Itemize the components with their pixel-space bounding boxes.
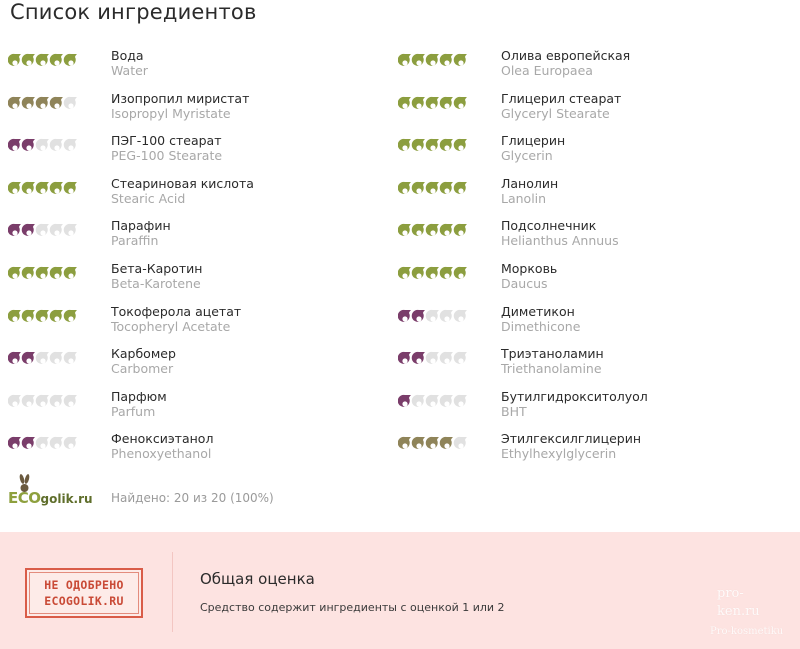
ingredient-names bbox=[111, 218, 171, 248]
ingredient-name-ru[interactable]: Токоферола ацетат bbox=[111, 303, 242, 319]
ingredient-row[interactable] bbox=[8, 342, 388, 385]
rating-drop-filled-icon bbox=[426, 182, 439, 194]
rating-drop-filled-icon bbox=[412, 224, 425, 236]
rating-drop-filled-icon bbox=[398, 267, 411, 279]
rating-icons bbox=[8, 393, 78, 413]
rating-drop-empty-icon bbox=[22, 395, 35, 407]
ingredient-name-ru[interactable]: Этилгексилглицерин bbox=[501, 431, 642, 447]
ingredient-names bbox=[111, 261, 202, 291]
ingredient-name-ru[interactable]: Триэтаноламин bbox=[501, 346, 604, 362]
logo-eco: ECO bbox=[8, 489, 41, 507]
rating-drop-empty-icon bbox=[36, 224, 49, 236]
ingredient-rating bbox=[8, 222, 78, 242]
ingredient-name-latin: Phenoxyethanol bbox=[111, 446, 212, 462]
ingredient-name-latin: Water bbox=[111, 63, 148, 78]
watermark-line-1: pro- bbox=[717, 586, 744, 601]
ingredient-name-ru[interactable]: Подсолнечник bbox=[501, 218, 597, 234]
rating-drop-filled-icon bbox=[50, 182, 63, 194]
rating-drop-empty-icon bbox=[64, 352, 77, 364]
rating-drop-empty-icon bbox=[50, 395, 63, 407]
rating-icons bbox=[8, 137, 78, 157]
rating-drop-filled-icon bbox=[22, 96, 35, 108]
ingredient-names bbox=[111, 176, 254, 206]
rating-icons bbox=[398, 180, 468, 200]
ingredient-rating bbox=[8, 52, 78, 72]
ingredient-name-latin: Dimethicone bbox=[501, 318, 581, 334]
rating-drop-filled-icon bbox=[50, 96, 63, 108]
rating-icons bbox=[398, 265, 468, 285]
rating-drop-empty-icon bbox=[36, 395, 49, 407]
ingredient-rating bbox=[398, 435, 468, 455]
ingredient-row[interactable] bbox=[8, 44, 388, 87]
rating-drop-filled-icon bbox=[454, 96, 467, 108]
watermark bbox=[662, 582, 797, 648]
ingredient-row[interactable] bbox=[398, 214, 778, 257]
rating-drop-empty-icon bbox=[454, 437, 467, 449]
ingredient-rating bbox=[398, 137, 468, 157]
rating-drop-empty-icon bbox=[412, 395, 425, 407]
rating-icons bbox=[398, 222, 468, 242]
rating-drop-empty-icon bbox=[50, 437, 63, 449]
ingredient-name-latin: Carbomer bbox=[111, 361, 174, 377]
rating-drop-filled-icon bbox=[398, 309, 411, 321]
rating-drop-filled-icon bbox=[22, 309, 35, 321]
rating-drop-filled-icon bbox=[8, 139, 21, 151]
rating-drop-filled-icon bbox=[398, 96, 411, 108]
rating-drop-empty-icon bbox=[440, 352, 453, 364]
rating-drop-filled-icon bbox=[22, 224, 35, 236]
moon-icon bbox=[662, 582, 712, 648]
rating-drop-filled-icon bbox=[412, 309, 425, 321]
ingredient-row[interactable] bbox=[8, 300, 388, 343]
overall-title: Общая оценка bbox=[200, 570, 315, 588]
ingredient-row[interactable] bbox=[8, 427, 388, 470]
rating-drop-filled-icon bbox=[8, 182, 21, 194]
ingredient-names bbox=[111, 389, 167, 419]
divider bbox=[172, 552, 173, 632]
rating-icons bbox=[8, 222, 78, 242]
rating-icons bbox=[398, 435, 468, 455]
ingredient-names bbox=[111, 91, 249, 121]
ingredient-row[interactable] bbox=[398, 427, 778, 470]
ingredient-name-latin: Olea Europaea bbox=[501, 63, 593, 78]
ingredient-rating bbox=[398, 350, 468, 370]
rating-drop-empty-icon bbox=[64, 437, 77, 449]
rating-drop-filled-icon bbox=[8, 352, 21, 364]
ingredient-name-ru[interactable]: Олива европейская bbox=[501, 48, 631, 63]
ingredient-rating bbox=[398, 265, 468, 285]
rating-drop-filled-icon bbox=[50, 309, 63, 321]
ecogolik-logo[interactable] bbox=[8, 474, 104, 510]
ingredient-row[interactable] bbox=[8, 87, 388, 130]
ingredient-name-ru[interactable]: Вода bbox=[111, 48, 144, 63]
rating-drop-empty-icon bbox=[454, 352, 467, 364]
rating-icons bbox=[8, 180, 78, 200]
rating-drop-empty-icon bbox=[50, 224, 63, 236]
rating-drop-filled-icon bbox=[412, 267, 425, 279]
ingredient-name-ru[interactable]: ПЭГ-100 стеарат bbox=[111, 133, 222, 149]
ingredient-name-ru[interactable]: Феноксиэтанол bbox=[111, 431, 214, 447]
page-title: Список ингредиентов bbox=[10, 0, 257, 24]
rating-icons bbox=[398, 95, 468, 115]
ingredient-name-latin: Daucus bbox=[501, 275, 548, 291]
rating-drop-filled-icon bbox=[22, 139, 35, 151]
ingredient-rating bbox=[398, 308, 468, 328]
rating-drop-filled-icon bbox=[398, 54, 411, 66]
ingredient-name-ru[interactable]: Парафин bbox=[111, 218, 171, 234]
watermark-line-2: ken.ru bbox=[717, 604, 760, 619]
rating-drop-filled-icon bbox=[8, 96, 21, 108]
ingredient-name-latin: Parfum bbox=[111, 403, 156, 419]
rating-icons bbox=[398, 393, 468, 413]
rating-drop-filled-icon bbox=[440, 182, 453, 194]
rating-icons bbox=[8, 350, 78, 370]
ingredient-name-latin: Lanolin bbox=[501, 190, 547, 206]
rating-drop-filled-icon bbox=[8, 267, 21, 279]
ingredient-rating bbox=[8, 435, 78, 455]
rating-icons bbox=[8, 52, 78, 72]
ingredient-name-ru[interactable]: Ланолин bbox=[501, 175, 559, 191]
ingredient-rating bbox=[398, 180, 468, 200]
rating-drop-empty-icon bbox=[36, 437, 49, 449]
rating-drop-filled-icon bbox=[440, 224, 453, 236]
not-approved-stamp bbox=[25, 568, 143, 618]
rating-drop-filled-icon bbox=[412, 54, 425, 66]
rating-drop-empty-icon bbox=[50, 139, 63, 151]
ingredient-name-ru[interactable]: Стеариновая кислота bbox=[111, 175, 254, 191]
rating-drop-filled-icon bbox=[22, 352, 35, 364]
rating-drop-filled-icon bbox=[412, 437, 425, 449]
rating-icons bbox=[398, 308, 468, 328]
ingredient-name-ru[interactable]: Изопропил миристат bbox=[111, 90, 250, 106]
ingredient-rating bbox=[8, 137, 78, 157]
rating-drop-filled-icon bbox=[64, 54, 77, 66]
rating-drop-empty-icon bbox=[64, 96, 77, 108]
rating-drop-filled-icon bbox=[8, 309, 21, 321]
rating-drop-filled-icon bbox=[454, 224, 467, 236]
rating-icons bbox=[8, 95, 78, 115]
rating-drop-empty-icon bbox=[36, 139, 49, 151]
ingredient-names bbox=[111, 133, 222, 163]
rating-drop-filled-icon bbox=[50, 267, 63, 279]
ingredient-name-latin: Beta-Karotene bbox=[111, 275, 201, 291]
rating-drop-filled-icon bbox=[454, 54, 467, 66]
rating-drop-filled-icon bbox=[412, 352, 425, 364]
rating-drop-empty-icon bbox=[440, 309, 453, 321]
rating-drop-filled-icon bbox=[426, 224, 439, 236]
rating-drop-filled-icon bbox=[36, 267, 49, 279]
ingredient-name-latin: Triethanolamine bbox=[501, 361, 602, 377]
ingredient-row[interactable] bbox=[8, 172, 388, 215]
rating-drop-filled-icon bbox=[398, 352, 411, 364]
stamp-line-1: НЕ ОДОБРЕНО bbox=[44, 578, 124, 592]
rating-drop-empty-icon bbox=[64, 224, 77, 236]
ingredient-row[interactable] bbox=[8, 214, 388, 257]
ingredient-rating bbox=[8, 393, 78, 413]
watermark-line-3: Pro-kosmetiku bbox=[710, 626, 784, 637]
rating-drop-filled-icon bbox=[440, 96, 453, 108]
ingredient-names bbox=[501, 389, 648, 419]
ingredient-row[interactable] bbox=[398, 257, 778, 300]
rating-drop-filled-icon bbox=[36, 182, 49, 194]
ingredient-rating bbox=[8, 265, 78, 285]
rating-drop-filled-icon bbox=[440, 139, 453, 151]
ingredient-names bbox=[501, 176, 558, 206]
ingredient-row[interactable] bbox=[8, 385, 388, 428]
ingredient-names bbox=[111, 346, 176, 376]
ingredient-name-latin: Stearic Acid bbox=[111, 190, 186, 206]
ingredient-name-latin: Tocopheryl Acetate bbox=[111, 318, 231, 334]
ingredient-row[interactable] bbox=[398, 385, 778, 428]
rating-drop-filled-icon bbox=[426, 139, 439, 151]
ingredient-name-latin: Glyceryl Stearate bbox=[501, 105, 610, 121]
ingredient-row[interactable] bbox=[398, 87, 778, 130]
ingredient-row[interactable] bbox=[398, 44, 778, 87]
rating-drop-filled-icon bbox=[440, 437, 453, 449]
rating-drop-filled-icon bbox=[8, 437, 21, 449]
ingredient-name-latin: Helianthus Annuus bbox=[501, 233, 619, 249]
rating-drop-filled-icon bbox=[398, 139, 411, 151]
rating-drop-filled-icon bbox=[454, 139, 467, 151]
ingredient-names bbox=[501, 91, 621, 121]
rating-drop-filled-icon bbox=[412, 139, 425, 151]
rating-drop-filled-icon bbox=[22, 437, 35, 449]
ingredient-names bbox=[501, 304, 580, 334]
rating-drop-filled-icon bbox=[8, 54, 21, 66]
ingredient-name-latin: BHT bbox=[501, 403, 527, 419]
ingredient-rating bbox=[398, 393, 468, 413]
ingredient-names bbox=[111, 48, 148, 78]
ingredient-name-ru[interactable]: Глицерил стеарат bbox=[501, 90, 622, 106]
ingredient-names bbox=[501, 346, 604, 376]
ingredient-row[interactable] bbox=[8, 129, 388, 172]
ingredient-row[interactable] bbox=[398, 300, 778, 343]
rating-drop-empty-icon bbox=[440, 395, 453, 407]
ingredients-column-left bbox=[8, 44, 388, 470]
ingredient-name-ru[interactable]: Парфюм bbox=[111, 388, 167, 404]
rating-drop-filled-icon bbox=[22, 54, 35, 66]
rating-drop-empty-icon bbox=[36, 352, 49, 364]
ingredient-names bbox=[501, 48, 630, 78]
rating-icons bbox=[8, 265, 78, 285]
ingredient-name-ru[interactable]: Бета-Каротин bbox=[111, 260, 203, 276]
ingredient-rating bbox=[398, 222, 468, 242]
ingredient-rating bbox=[8, 350, 78, 370]
rating-icons bbox=[398, 52, 468, 72]
rating-drop-empty-icon bbox=[426, 395, 439, 407]
ingredient-rating bbox=[398, 52, 468, 72]
ingredient-name-latin: Ethylhexylglycerin bbox=[501, 446, 617, 462]
ingredient-rating bbox=[398, 95, 468, 115]
ingredient-name-latin: Isopropyl Myristate bbox=[111, 105, 231, 121]
ingredient-name-ru[interactable]: Глицерин bbox=[501, 133, 566, 149]
ingredient-row[interactable] bbox=[8, 257, 388, 300]
rating-drop-filled-icon bbox=[398, 437, 411, 449]
ingredient-names bbox=[501, 133, 565, 163]
rating-drop-filled-icon bbox=[440, 267, 453, 279]
rating-drop-filled-icon bbox=[398, 224, 411, 236]
rating-drop-filled-icon bbox=[440, 54, 453, 66]
rating-drop-filled-icon bbox=[398, 395, 411, 407]
rating-drop-filled-icon bbox=[454, 267, 467, 279]
rating-drop-filled-icon bbox=[426, 54, 439, 66]
rating-icons bbox=[8, 308, 78, 328]
ingredients-column-right bbox=[398, 44, 778, 470]
rating-drop-filled-icon bbox=[426, 267, 439, 279]
rating-drop-filled-icon bbox=[8, 224, 21, 236]
ingredient-names bbox=[111, 304, 241, 334]
rating-drop-filled-icon bbox=[398, 182, 411, 194]
ingredient-row[interactable] bbox=[398, 342, 778, 385]
rating-drop-filled-icon bbox=[36, 96, 49, 108]
rating-drop-empty-icon bbox=[64, 139, 77, 151]
ingredient-rating bbox=[8, 95, 78, 115]
rating-drop-filled-icon bbox=[426, 96, 439, 108]
overall-description: Средство содержит ингредиенты с оценкой 1 или 2 bbox=[200, 601, 505, 614]
rating-drop-filled-icon bbox=[36, 54, 49, 66]
ingredient-name-latin: Glycerin bbox=[501, 148, 553, 164]
stamp-line-2: ECOGOLIK.RU bbox=[44, 594, 124, 608]
ingredient-name-ru[interactable]: Бутилгидрокситолуол bbox=[501, 388, 648, 404]
rating-icons bbox=[8, 435, 78, 455]
rating-drop-empty-icon bbox=[8, 395, 21, 407]
ingredient-name-ru[interactable]: Морковь bbox=[501, 260, 558, 276]
ingredient-names bbox=[111, 431, 213, 461]
found-count: Найдено: 20 из 20 (100%) bbox=[111, 491, 274, 505]
ingredient-names bbox=[501, 261, 557, 291]
ingredient-name-latin: Paraffin bbox=[111, 233, 159, 249]
rating-drop-empty-icon bbox=[454, 395, 467, 407]
rating-drop-filled-icon bbox=[64, 267, 77, 279]
rating-drop-empty-icon bbox=[50, 352, 63, 364]
rating-drop-filled-icon bbox=[412, 182, 425, 194]
logo-domain: golik.ru bbox=[40, 492, 93, 506]
rating-drop-filled-icon bbox=[50, 54, 63, 66]
ingredient-rating bbox=[8, 308, 78, 328]
rating-icons bbox=[398, 137, 468, 157]
rating-drop-empty-icon bbox=[426, 352, 439, 364]
rating-drop-empty-icon bbox=[64, 395, 77, 407]
rating-drop-filled-icon bbox=[64, 182, 77, 194]
ingredient-name-latin: PEG-100 Stearate bbox=[111, 148, 223, 164]
rating-drop-filled-icon bbox=[426, 437, 439, 449]
rating-drop-filled-icon bbox=[22, 267, 35, 279]
ingredient-name-ru[interactable]: Карбомер bbox=[111, 346, 176, 362]
ingredient-row[interactable] bbox=[398, 129, 778, 172]
rating-icons bbox=[398, 350, 468, 370]
ingredient-rating bbox=[8, 180, 78, 200]
ingredient-name-ru[interactable]: Диметикон bbox=[501, 303, 575, 319]
rating-drop-empty-icon bbox=[454, 309, 467, 321]
logo-text bbox=[8, 488, 93, 507]
rating-drop-filled-icon bbox=[412, 96, 425, 108]
rating-drop-filled-icon bbox=[64, 309, 77, 321]
ingredient-names bbox=[501, 218, 619, 248]
rating-drop-filled-icon bbox=[454, 182, 467, 194]
ingredient-row[interactable] bbox=[398, 172, 778, 215]
ingredient-names bbox=[501, 431, 641, 461]
rating-drop-filled-icon bbox=[22, 182, 35, 194]
rating-drop-filled-icon bbox=[36, 309, 49, 321]
rating-drop-empty-icon bbox=[426, 309, 439, 321]
